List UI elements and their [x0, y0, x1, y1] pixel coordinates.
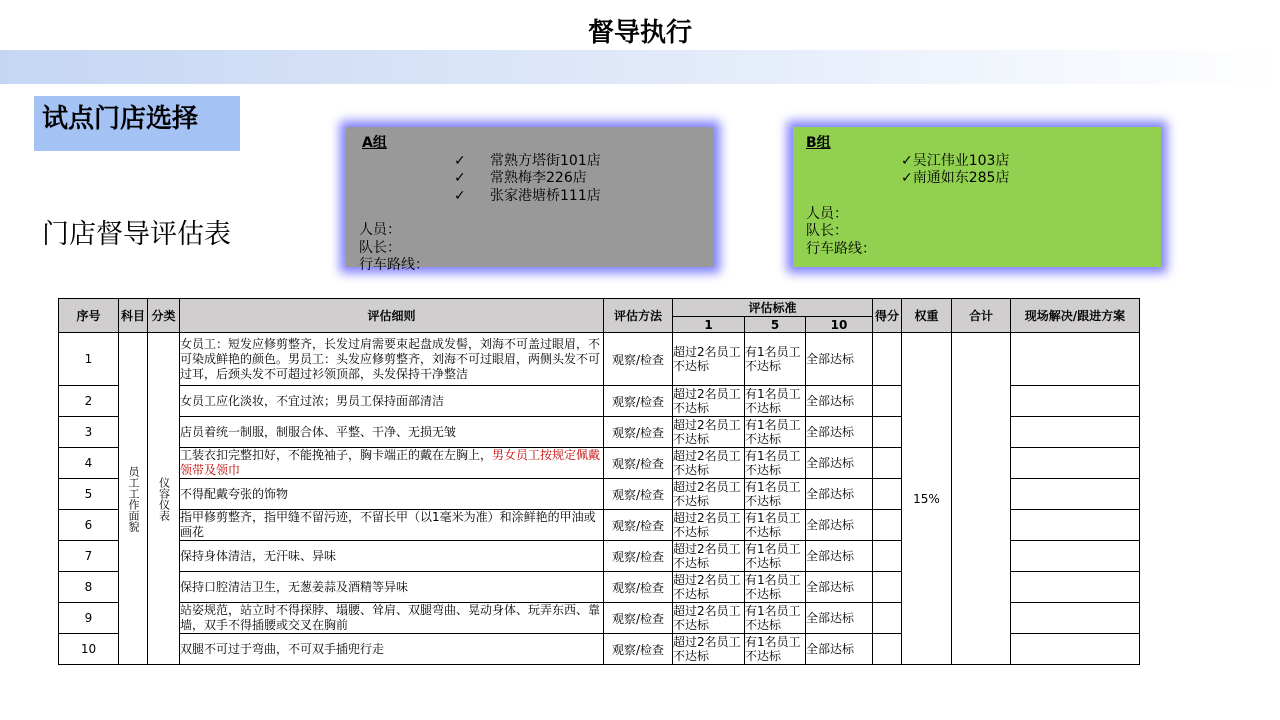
leader-field: 队长： — [806, 223, 848, 239]
category-text: 仪容仪表 — [157, 476, 171, 521]
header-category: 分类 — [148, 299, 180, 333]
cell-std-10: 全部达标 — [806, 479, 873, 510]
check-icon: ✓ — [454, 170, 466, 186]
cell-std-1: 超过2名员工不达标 — [673, 448, 745, 479]
cell-plan[interactable] — [1011, 510, 1140, 541]
cell-plan[interactable] — [1011, 634, 1140, 665]
group-a-fields — [346, 222, 714, 275]
cell-score[interactable] — [873, 448, 902, 479]
header-std-1: 1 — [673, 317, 745, 333]
cell-seq: 9 — [59, 603, 119, 634]
list-item — [793, 153, 1161, 171]
cell-plan[interactable] — [1011, 386, 1140, 417]
cell-criteria: 保持口腔清洁卫生，无葱姜蒜及酒精等异味 — [180, 572, 604, 603]
list-item — [346, 153, 714, 171]
cell-criteria — [180, 448, 604, 479]
cell-criteria: 不得配戴夸张的饰物 — [180, 479, 604, 510]
group-b-fields — [793, 206, 1161, 259]
group-a-store-list — [346, 153, 714, 206]
store-name: 吴江伟业103店 — [912, 152, 1010, 169]
cell-criteria: 保持身体清洁，无汗味、异味 — [180, 541, 604, 572]
section-tag: 试点门店选择 — [34, 96, 240, 151]
cell-std-1: 超过2名员工不达标 — [673, 333, 745, 386]
cell-std-5: 有1名员工不达标 — [745, 634, 806, 665]
group-b-name: B组 — [806, 135, 831, 151]
cell-score[interactable] — [873, 386, 902, 417]
header-gradient-band — [0, 50, 1280, 84]
cell-seq: 4 — [59, 448, 119, 479]
list-item — [793, 170, 1161, 188]
header-criteria: 评估细则 — [180, 299, 604, 333]
cell-criteria: 指甲修剪整齐，指甲缝不留污迹，不留长甲（以1毫米为准）和涂鲜艳的甲油或画花 — [180, 510, 604, 541]
cell-category — [148, 333, 180, 665]
cell-plan[interactable] — [1011, 603, 1140, 634]
cell-std-1: 超过2名员工不达标 — [673, 572, 745, 603]
store-name: 常熟梅李226店 — [490, 170, 587, 186]
cell-std-10: 全部达标 — [806, 417, 873, 448]
cell-std-1: 超过2名员工不达标 — [673, 603, 745, 634]
cell-std-1: 超过2名员工不达标 — [673, 386, 745, 417]
cell-criteria: 女员工：短发应修剪整齐，长发过肩需要束起盘成发髻，刘海不可盖过眼眉，不可染成鲜艳的颜色。男员工：头发应修剪整齐，刘海不可过眼眉，两侧头发不可过耳，后颈头发不可超过衫领顶部，头发保持干净整洁 — [180, 333, 604, 386]
cell-method: 观察/检查 — [604, 634, 673, 665]
header-seq: 序号 — [59, 299, 119, 333]
header-method: 评估方法 — [604, 299, 673, 333]
subject-text: 员工工作面貌 — [127, 465, 140, 532]
cell-std-10: 全部达标 — [806, 541, 873, 572]
cell-std-5: 有1名员工不达标 — [745, 448, 806, 479]
cell-std-5: 有1名员工不达标 — [745, 333, 806, 386]
staff-field: 人员： — [806, 205, 848, 222]
cell-std-1: 超过2名员工不达标 — [673, 479, 745, 510]
cell-seq: 3 — [59, 417, 119, 448]
cell-seq: 7 — [59, 541, 119, 572]
store-name: 张家港塘桥111店 — [490, 187, 601, 204]
staff-field: 人员： — [359, 222, 401, 238]
cell-seq: 2 — [59, 386, 119, 417]
header-subject: 科目 — [119, 299, 148, 333]
cell-score[interactable] — [873, 479, 902, 510]
cell-std-10: 全部达标 — [806, 603, 873, 634]
table-row — [59, 333, 1140, 386]
list-item — [346, 188, 714, 206]
leader-field: 队长： — [359, 239, 401, 256]
cell-plan[interactable] — [1011, 333, 1140, 386]
group-b-store-list — [793, 153, 1161, 188]
check-icon: ✓ — [901, 152, 913, 169]
cell-std-5: 有1名员工不达标 — [745, 541, 806, 572]
cell-criteria: 女员工应化淡妆，不宜过浓；男员工保持面部清洁 — [180, 386, 604, 417]
cell-score[interactable] — [873, 333, 902, 386]
cell-method: 观察/检查 — [604, 479, 673, 510]
cell-plan[interactable] — [1011, 417, 1140, 448]
cell-std-10: 全部达标 — [806, 448, 873, 479]
cell-seq: 8 — [59, 572, 119, 603]
cell-std-1: 超过2名员工不达标 — [673, 510, 745, 541]
criteria-text: 工装衣扣完整扣好，不能挽袖子，胸卡端正的戴在左胸上， — [180, 448, 493, 462]
cell-score[interactable] — [873, 541, 902, 572]
criteria-highlight: 男女员工按规定佩戴领带及领巾 — [180, 448, 601, 477]
cell-seq: 1 — [59, 333, 119, 386]
cell-score[interactable] — [873, 603, 902, 634]
cell-std-5: 有1名员工不达标 — [745, 510, 806, 541]
cell-method: 观察/检查 — [604, 603, 673, 634]
cell-criteria: 店员着统一制服，制服合体、平整、干净、无损无皱 — [180, 417, 604, 448]
check-icon: ✓ — [454, 187, 466, 204]
check-icon: ✓ — [901, 170, 913, 186]
store-name: 南通如东285店 — [912, 170, 1010, 186]
header-plan: 现场解决/跟进方案 — [1011, 299, 1140, 333]
cell-method: 观察/检查 — [604, 448, 673, 479]
group-a-card — [346, 127, 714, 273]
cell-seq: 10 — [59, 634, 119, 665]
header-score: 得分 — [873, 299, 902, 333]
cell-std-10: 全部达标 — [806, 634, 873, 665]
cell-seq: 6 — [59, 510, 119, 541]
cell-criteria: 站姿规范，站立时不得探脖、塌腰、耸肩、双腿弯曲、晃动身体、玩弄东西、靠墙，双手不得插腰或交叉在胸前 — [180, 603, 604, 634]
cell-std-1: 超过2名员工不达标 — [673, 634, 745, 665]
cell-method: 观察/检查 — [604, 333, 673, 386]
cell-plan[interactable] — [1011, 541, 1140, 572]
cell-std-1: 超过2名员工不达标 — [673, 541, 745, 572]
cell-std-5: 有1名员工不达标 — [745, 479, 806, 510]
cell-method: 观察/检查 — [604, 417, 673, 448]
cell-std-5: 有1名员工不达标 — [745, 603, 806, 634]
check-icon: ✓ — [454, 152, 466, 169]
group-a-name: A组 — [362, 135, 387, 151]
route-field: 行车路线： — [359, 257, 429, 273]
group-b-card — [793, 127, 1161, 267]
header-standard: 评估标准 — [673, 299, 873, 317]
cell-seq: 5 — [59, 479, 119, 510]
list-item — [346, 170, 714, 188]
header-total: 合计 — [952, 299, 1011, 333]
cell-weight: 15% — [902, 333, 952, 665]
cell-score[interactable] — [873, 510, 902, 541]
evaluation-table — [58, 298, 1140, 665]
cell-std-10: 全部达标 — [806, 333, 873, 386]
cell-std-1: 超过2名员工不达标 — [673, 417, 745, 448]
cell-method: 观察/检查 — [604, 572, 673, 603]
cell-method: 观察/检查 — [604, 541, 673, 572]
store-name: 常熟方塔街101店 — [490, 152, 601, 169]
cell-score[interactable] — [873, 572, 902, 603]
cell-total[interactable] — [952, 333, 1011, 665]
cell-std-5: 有1名员工不达标 — [745, 417, 806, 448]
cell-plan[interactable] — [1011, 572, 1140, 603]
header-weight: 权重 — [902, 299, 952, 333]
cell-method: 观察/检查 — [604, 386, 673, 417]
cell-score[interactable] — [873, 634, 902, 665]
form-subtitle: 门店督导评估表 — [42, 219, 231, 250]
cell-std-10: 全部达标 — [806, 386, 873, 417]
cell-method: 观察/检查 — [604, 510, 673, 541]
cell-std-10: 全部达标 — [806, 572, 873, 603]
cell-plan[interactable] — [1011, 448, 1140, 479]
cell-std-5: 有1名员工不达标 — [745, 572, 806, 603]
header-std-5: 5 — [745, 317, 806, 333]
route-field: 行车路线： — [806, 240, 876, 257]
cell-subject — [119, 333, 148, 665]
cell-criteria: 双腿不可过于弯曲，不可双手插兜行走 — [180, 634, 604, 665]
cell-std-10: 全部达标 — [806, 510, 873, 541]
cell-score[interactable] — [873, 417, 902, 448]
header-std-10: 10 — [806, 317, 873, 333]
page-title: 督导执行 — [587, 18, 692, 48]
cell-std-5: 有1名员工不达标 — [745, 386, 806, 417]
cell-plan[interactable] — [1011, 479, 1140, 510]
